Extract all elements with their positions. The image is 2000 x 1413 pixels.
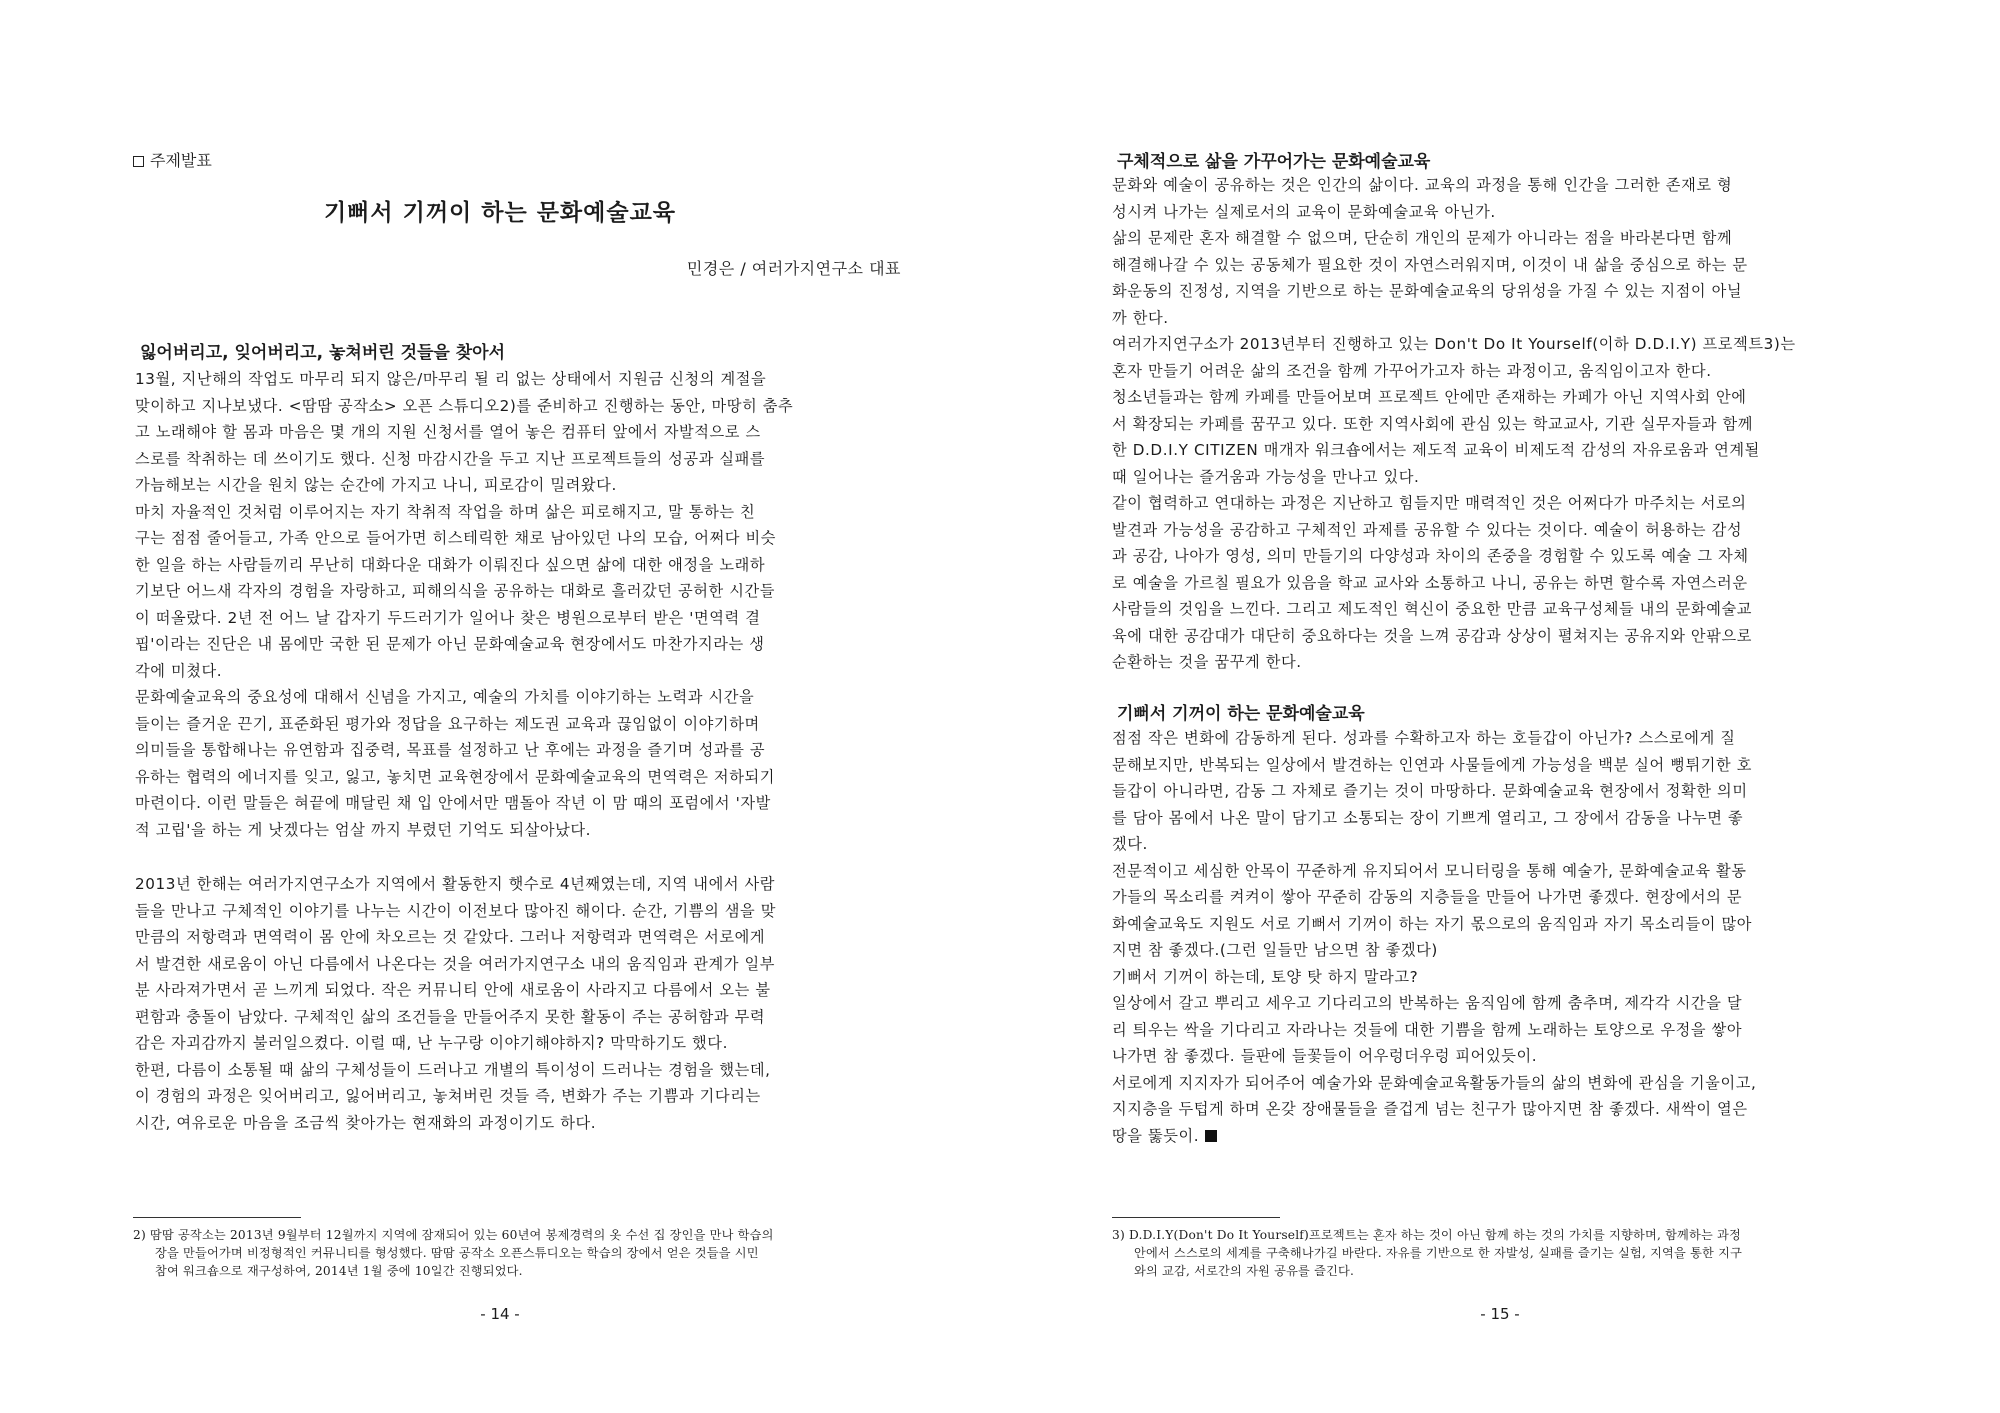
- text-line: [1112, 358, 1892, 385]
- text-line: [135, 658, 915, 685]
- text-line: [135, 366, 915, 393]
- text-line: [135, 393, 915, 420]
- text-line: [1112, 225, 1892, 252]
- text-line: [135, 446, 915, 473]
- text-line: [135, 898, 915, 925]
- text-line: [1112, 1096, 1892, 1123]
- text-line-content: 서로에게 지지자가 되어주어 예술가와 문화예술교육활동가들의 삶의 변화에 관심을 기울이고,: [1112, 1073, 1757, 1092]
- text-line: [135, 419, 915, 446]
- text-line: [1112, 937, 1892, 964]
- body-text: [135, 366, 915, 1136]
- text-line: [135, 764, 915, 791]
- text-line: [1112, 570, 1892, 597]
- text-line: [1112, 1123, 1892, 1150]
- text-line: [1112, 649, 1892, 676]
- text-line: [1112, 778, 1892, 805]
- text-line-content: 편함과 충돌이 남았다. 구체적인 삶의 조건들을 만들어주지 못한 활동이 주는 공허함과 무력: [135, 1007, 766, 1026]
- text-line-content: 청소년들과는 함께 카페를 만들어보며 프로젝트 안에만 존재하는 카페가 아닌 지역사회 안에: [1112, 388, 1747, 406]
- right-page: [1000, 0, 2000, 1413]
- text-line: [1112, 884, 1892, 911]
- page-number: - 15 -: [1480, 1305, 1520, 1323]
- text-line: [1112, 596, 1892, 623]
- text-line-content: 발견과 가능성을 공감하고 구체적인 과제를 공유할 수 있다는 것이다. 예술이 허용하는 감성: [1112, 520, 1743, 539]
- text-line: [1112, 1043, 1892, 1070]
- text-line-content: 과 공감, 나아가 영성, 의미 만들기의 다양성과 차이의 존중을 경험할 수 있도록 예술 그 자체: [1112, 547, 1749, 565]
- page-title: 기뻐서 기꺼이 하는 문화예술교육: [323, 200, 677, 226]
- text-line-content: 한 일을 하는 사람들끼리 무난히 대화다운 대화가 이뤄진다 싶으면 삶에 대한 애정을 노래하: [135, 555, 766, 574]
- footnote: [133, 1226, 923, 1280]
- page-number: - 14 -: [480, 1305, 520, 1323]
- text-line-content: 고 노래해야 할 몸과 마음은 몇 개의 지원 신청서를 열어 놓은 컴퓨터 앞에서 자발적으로 스: [135, 423, 761, 441]
- text-line: [1112, 543, 1892, 570]
- text-line-content: 기보단 어느새 각자의 경험을 자랑하고, 피해의식을 공유하는 대화로 흘러갔던 공허한 시간들: [135, 582, 776, 600]
- text-line: [135, 924, 915, 951]
- section-heading-concrete-life: 구체적으로 삶을 가꾸어가는 문화예술교육: [1117, 152, 1431, 172]
- text-line-content: 감은 자괴감까지 불러일으켰다. 이럴 때, 난 누구랑 이야기해야하지? 막막하기도 했다.: [135, 1034, 729, 1052]
- text-line-content: 해결해나갈 수 있는 공동체가 필요한 것이 자연스러워지며, 이것이 내 삶을 중심으로 하는 문: [1112, 255, 1748, 274]
- text-line: [1112, 1070, 1892, 1097]
- text-line: [135, 977, 915, 1004]
- text-line: [135, 499, 915, 526]
- text-line-content: 를 담아 몸에서 나온 말이 담기고 소통되는 장이 기쁘게 열리고, 그 장에서 감동을 나누면 좋: [1112, 808, 1744, 827]
- text-line: [1112, 305, 1892, 332]
- body-text-2: [1112, 725, 1892, 1149]
- text-line: [135, 871, 915, 898]
- text-line: [135, 684, 915, 711]
- text-line-content: 로 예술을 가르칠 필요가 있음을 학교 교사와 소통하고 나니, 공유는 하면 할수록 자연스러운: [1112, 573, 1748, 592]
- paragraph-gap: [135, 843, 915, 871]
- text-line-content: 시간, 여유로운 마음을 조금씩 찾아가는 현재화의 과정이기도 하다.: [135, 1113, 597, 1132]
- text-line-content: 문화예술교육의 중요성에 대해서 신념을 가지고, 예술의 가치를 이야기하는 노력과 시간을: [135, 688, 755, 706]
- text-line: [1112, 990, 1892, 1017]
- text-line: [135, 1083, 915, 1110]
- section-heading-joyful-willing: 기뻐서 기꺼이 하는 문화예술교육: [1117, 704, 1365, 724]
- body-text-1: [1112, 172, 1892, 676]
- footnote-line: 참여 워크숍으로 재구성하여, 2014년 1월 중에 10일간 진행되었다.: [155, 1264, 523, 1278]
- text-line-content: 맞이하고 지나보냈다. <땀땀 공작소> 오픈 스튜디오2)를 준비하고 진행하는 동안, 마땅히 춤추: [135, 396, 794, 415]
- text-line-content: 까 한다.: [1112, 308, 1169, 327]
- text-line: [1112, 437, 1892, 464]
- text-line-content: 각에 미쳤다.: [135, 661, 223, 680]
- text-line: [1112, 725, 1892, 752]
- text-line: [135, 711, 915, 738]
- checkbox-icon: [133, 156, 144, 167]
- footnote-rule: [1112, 1217, 1280, 1218]
- text-line-content: 13월, 지난해의 작업도 마무리 되지 않은/마무리 될 리 없는 상태에서 지원금 신청의 계절을: [135, 370, 767, 388]
- footnote: [1112, 1226, 1902, 1280]
- text-line: [1112, 384, 1892, 411]
- text-line-content: 지면 참 좋겠다.(그런 일들만 남으면 참 좋겠다): [1112, 941, 1438, 959]
- text-line-content: 마치 자율적인 것처럼 이루어지는 자기 착취적 작업을 하며 삶은 피로해지고, 말 통하는 친: [135, 502, 756, 521]
- text-line-content: 화예술교육도 지원도 서로 기뻐서 기꺼이 하는 자기 몫으로의 움직임과 자기 목소리들이 많아: [1112, 914, 1753, 933]
- text-line: [135, 605, 915, 632]
- text-line: [1112, 252, 1892, 279]
- text-line-content: 일상에서 갈고 뿌리고 세우고 기다리고의 반복하는 움직임에 함께 춤추며, 제각각 시간을 달: [1112, 994, 1743, 1012]
- text-line: [135, 525, 915, 552]
- text-line-content: 기뻐서 기꺼이 하는데, 토양 탓 하지 말라고?: [1112, 967, 1419, 986]
- text-line-content: 삶의 문제란 혼자 해결할 수 없으며, 단순히 개인의 문제가 아니라는 점을 바라본다면 함께: [1112, 229, 1733, 247]
- section-tag-label: 주제발표: [150, 151, 212, 170]
- text-line-content: 한 D.D.I.Y CITIZEN 매개자 워크숍에서는 제도적 교육이 비제도적 감성의 자유로움과 연계될: [1112, 441, 1760, 459]
- text-line: [1112, 1017, 1892, 1044]
- text-line: [135, 790, 915, 817]
- text-line-content: 점점 작은 변화에 감동하게 된다. 성과를 수확하고자 하는 호들갑이 아닌가? 스스로에게 질: [1112, 729, 1736, 747]
- text-line: [1112, 964, 1892, 991]
- text-line-content: 가들의 목소리를 켜켜이 쌓아 꾸준히 감동의 지층들을 만들어 나가면 좋겠다. 현장에서의 문: [1112, 888, 1743, 906]
- text-line-content: 나가면 참 좋겠다. 들판에 들꽃들이 어우렁더우렁 피어있듯이.: [1112, 1047, 1538, 1065]
- text-line-content: 핍'이라는 진단은 내 몸에만 국한 된 문제가 아닌 문화예술교육 현장에서도 마찬가지라는 생: [135, 635, 765, 653]
- text-line: [1112, 752, 1892, 779]
- text-line-content: 순환하는 것을 꿈꾸게 한다.: [1112, 653, 1302, 671]
- footnote-line: 안에서 스스로의 세계를 구축해나가길 바란다. 자유를 기반으로 한 자발성, 실패를 즐기는 실험, 지역을 통한 지구: [1134, 1246, 1743, 1260]
- text-line: [1112, 490, 1892, 517]
- text-line-content: 사람들의 것임을 느낀다. 그리고 제도적인 혁신이 중요한 만큼 교육구성체들 내의 문화예술교: [1112, 600, 1753, 618]
- text-line-content: 육에 대한 공감대가 대단히 중요하다는 것을 느껴 공감과 상상이 펼쳐지는 공유지와 안팎으로: [1112, 626, 1753, 645]
- footnote-line: 와의 교감, 서로간의 자원 공유를 즐긴다.: [1134, 1264, 1355, 1278]
- text-line-content: 만큼의 저항력과 면역력이 몸 안에 차오르는 것 같았다. 그러나 저항력과 면역력은 서로에게: [135, 928, 766, 946]
- text-line: [135, 578, 915, 605]
- text-line-content: 같이 협력하고 연대하는 과정은 지난하고 힘들지만 매력적인 것은 어쩌다가 마주치는 서로의: [1112, 494, 1747, 512]
- text-line-content: 한편, 다름이 소통될 때 삶의 구체성들이 드러나고 개별의 특이성이 드러나는 경험을 했는데,: [135, 1060, 771, 1079]
- text-line: [135, 631, 915, 658]
- text-line-content: 구는 점점 줄어들고, 가족 안으로 들어가면 히스테릭한 채로 남아있던 나의 모습, 어쩌다 비슷: [135, 529, 777, 547]
- text-line-content: 스로를 착취하는 데 쓰이기도 했다. 신청 마감시간을 두고 지난 프로젝트들의 성공과 실패를: [135, 449, 766, 468]
- text-line: [1112, 172, 1892, 199]
- text-line: [135, 951, 915, 978]
- text-line: [135, 472, 915, 499]
- text-line: [135, 737, 915, 764]
- text-line-content: 이 경험의 과정은 잊어버리고, 잃어버리고, 놓쳐버린 것들 즉, 변화가 주는 기쁨과 기다리는: [135, 1087, 761, 1105]
- text-line-content: 때 일어나는 즐거움과 가능성을 만나고 있다.: [1112, 467, 1420, 486]
- text-line: [1112, 411, 1892, 438]
- text-line-content: 서 발견한 새로움이 아닌 다름에서 나온다는 것을 여러가지연구소 내의 움직임과 관계가 일부: [135, 954, 776, 973]
- text-line-content: 여러가지연구소가 2013년부터 진행하고 있는 Don't Do It Yourself(이하 D.D.I.Y) 프로젝트3)는: [1112, 335, 1796, 353]
- text-line-content: 들을 만나고 구체적인 이야기를 나누는 시간이 이전보다 많아진 해이다. 순간, 기쁨의 샘을 맞: [135, 901, 777, 920]
- text-line-content: 가늠해보는 시간을 원치 않는 순간에 가지고 나니, 피로감이 밀려왔다.: [135, 476, 617, 494]
- text-line: [135, 817, 915, 844]
- text-line-content: 적 고립'을 하는 게 낫겠다는 엄살 까지 부렸던 기억도 되살아났다.: [135, 820, 592, 839]
- text-line-content: 겠다.: [1112, 835, 1148, 853]
- text-line-content: 혼자 만들기 어려운 삶의 조건을 함께 가꾸어가고자 하는 과정이고, 움직임이고자 한다.: [1112, 361, 1712, 380]
- text-line-content: 리 틔우는 싹을 기다리고 자라나는 것들에 대한 기쁨을 함께 노래하는 토양으로 우정을 쌓아: [1112, 1020, 1743, 1039]
- end-mark-icon: [1205, 1130, 1217, 1142]
- text-line: [1112, 623, 1892, 650]
- text-line: [1112, 858, 1892, 885]
- text-line-content: 성시켜 나가는 실제로서의 교육이 문화예술교육 아닌가.: [1112, 202, 1496, 221]
- text-line: [1112, 278, 1892, 305]
- text-line: [1112, 517, 1892, 544]
- author-line: 민경은 / 여러가지연구소 대표: [686, 259, 901, 278]
- text-line-content: 문화와 예술이 공유하는 것은 인간의 삶이다. 교육의 과정을 통해 인간을 그러한 존재로 형: [1112, 176, 1733, 194]
- text-line: [135, 1030, 915, 1057]
- text-line: [1112, 831, 1892, 858]
- footnote-rule: [133, 1217, 301, 1218]
- text-line: [135, 552, 915, 579]
- footnote-line: 3) D.D.I.Y(Don't Do It Yourself)프로젝트는 혼자 하는 것이 아닌 함께 하는 것의 가치를 지향하며, 함께하는 과정: [1112, 1228, 1741, 1242]
- text-line: [135, 1057, 915, 1084]
- section-tag: [133, 151, 212, 171]
- text-line: [1112, 464, 1892, 491]
- footnote-line: 장을 만들어가며 비정형적인 커뮤니티를 형성했다. 땀땀 공작소 오픈스튜디오는 학습의 장에서 얻은 것들을 시민: [155, 1246, 759, 1260]
- text-line-content: 들갑이 아니라면, 감동 그 자체로 즐기는 것이 마땅하다. 문화예술교육 현장에서 정확한 의미: [1112, 782, 1748, 800]
- text-line-content: 이 떠올랐다. 2년 전 어느 날 갑자기 두드러기가 일어나 찾은 병원으로부터 받은 '면역력 결: [135, 608, 761, 627]
- text-line: [1112, 805, 1892, 832]
- footnote-line: 2) 땀땀 공작소는 2013년 9월부터 12월까지 지역에 잠재되어 있는 60년여 봉제경력의 옷 수선 집 장인을 만나 학습의: [133, 1228, 774, 1242]
- section-heading-lost-things: 잃어버리고, 잊어버리고, 놓쳐버린 것들을 찾아서: [140, 343, 506, 363]
- text-line-content: 분 사라져가면서 곧 느끼게 되었다. 작은 커뮤니티 안에 새로움이 사라지고 다름에서 오는 불: [135, 981, 771, 999]
- text-line: [1112, 199, 1892, 226]
- text-line-content: 화운동의 진정성, 지역을 기반으로 하는 문화예술교육의 당위성을 가질 수 있는 지점이 아닐: [1112, 282, 1743, 300]
- text-line-content: 땅을 뚫듯이.: [1112, 1126, 1200, 1145]
- text-line: [1112, 331, 1892, 358]
- text-line-content: 지지층을 두텁게 하며 온갖 장애물들을 즐겁게 넘는 친구가 많아지면 참 좋겠다. 새싹이 열은: [1112, 1100, 1748, 1118]
- text-line-content: 마련이다. 이런 말들은 혀끝에 매달린 채 입 안에서만 맴돌아 작년 이 맘 때의 포럼에서 '자발: [135, 794, 771, 812]
- text-line-content: 들이는 즐거운 끈기, 표준화된 평가와 정답을 요구하는 제도권 교육과 끊임없이 이야기하며: [135, 714, 760, 733]
- text-line-content: 2013년 한해는 여러가지연구소가 지역에서 활동한지 햇수로 4년째였는데, 지역 내에서 사람: [135, 875, 776, 893]
- text-line-content: 의미들을 통합해나는 유연함과 집중력, 목표를 설정하고 난 후에는 과정을 즐기며 성과를 공: [135, 741, 766, 759]
- text-line-content: 유하는 협력의 에너지를 잊고, 잃고, 놓치면 교육현장에서 문화예술교육의 면역력은 저하되기: [135, 767, 776, 786]
- text-line-content: 문해보지만, 반복되는 일상에서 발견하는 인연과 사물들에게 가능성을 백분 실어 뻥튀기한 호: [1112, 755, 1753, 774]
- text-line-content: 전문적이고 세심한 안목이 꾸준하게 유지되어서 모니터링을 통해 예술가, 문화예술교육 활동: [1112, 861, 1747, 880]
- text-line: [135, 1110, 915, 1137]
- text-line: [135, 1004, 915, 1031]
- text-line: [1112, 911, 1892, 938]
- text-line-content: 서 확장되는 카페를 꿈꾸고 있다. 또한 지역사회에 관심 있는 학교교사, 기관 실무자들과 함께: [1112, 414, 1754, 433]
